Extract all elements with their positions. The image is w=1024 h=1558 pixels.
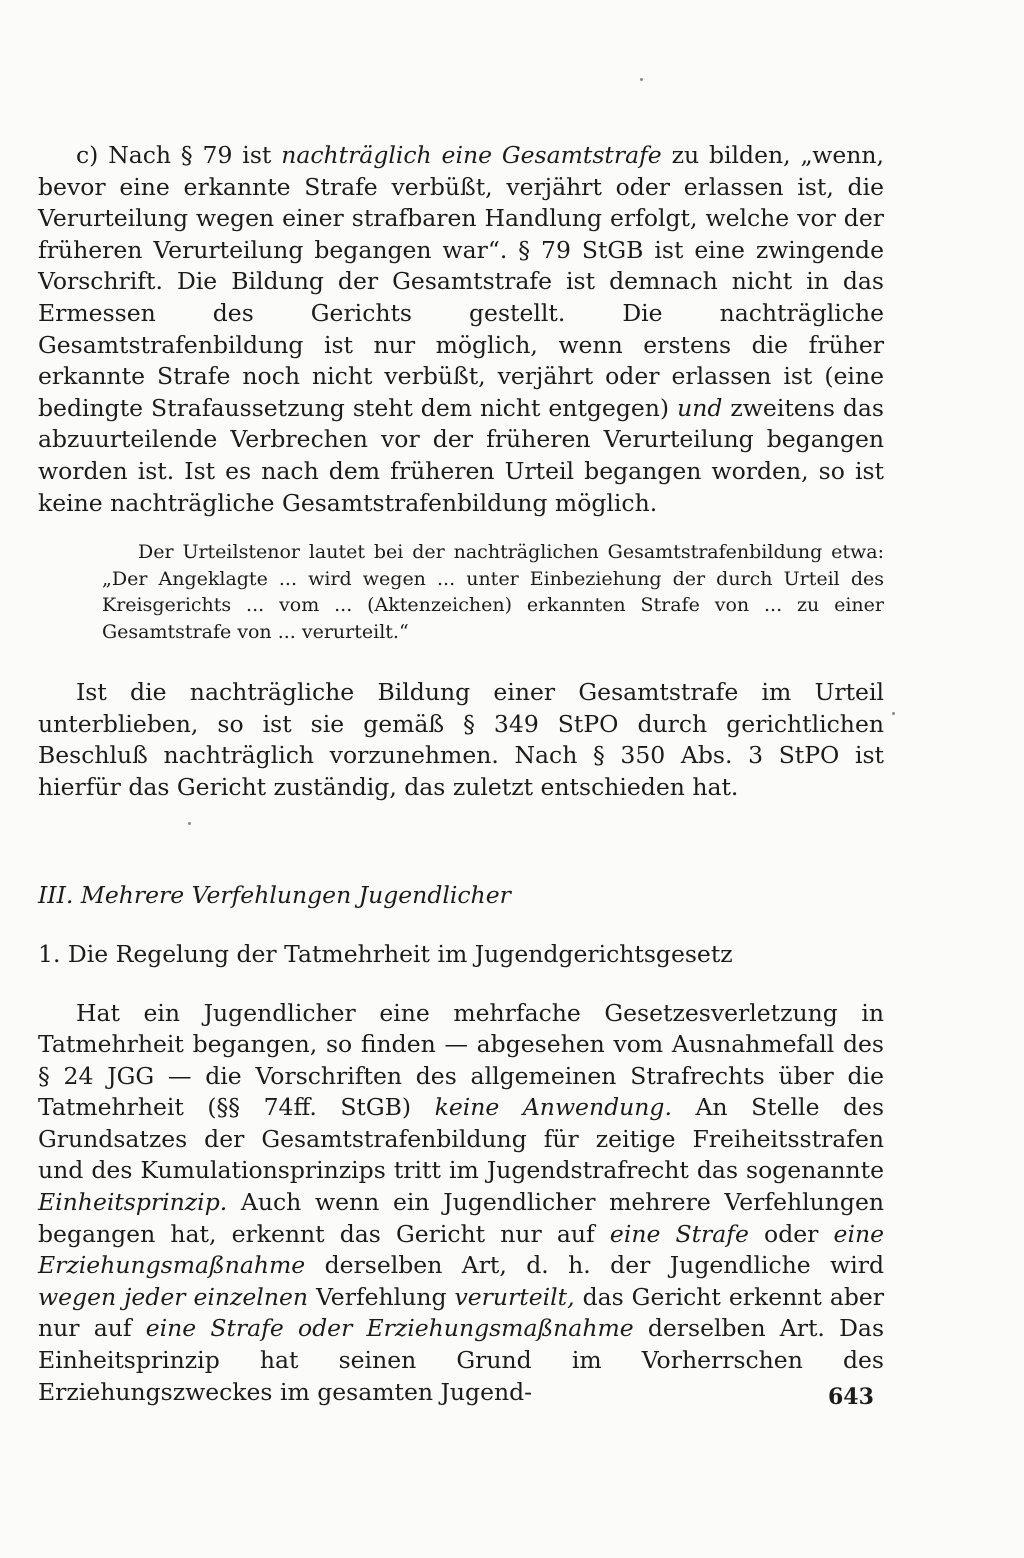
verdict-note: Der Urteilstenor lautet bei der nachträglichen Gesamtstrafenbildung etwa: „Der Angeklagte ... wird wegen ... unter Einbeziehung der durch Urteil des Kreisgerichts ... vom ... (Aktenzeichen) erkannten Strafe von ... zu einer Gesamtstrafe von ... verurteilt.“	[102, 541, 884, 643]
emphasis: und	[677, 393, 723, 422]
emphasis: nachträglich eine Gesamtstrafe	[281, 141, 662, 169]
text-run: Auch wenn ein Jugendlicher mehrere Verfehlungen begangen hat, erkennt das Gericht nur auf	[38, 1188, 884, 1248]
text-run: das Gericht erkennt aber nur auf	[38, 1282, 885, 1343]
text-run: An Stelle des Grundsatzes der Gesamtstrafenbildung für zeitige Freiheitsstrafen und des Kumulationsprinzips tritt im Jugendstrafrecht das sogenannte	[38, 1093, 885, 1185]
emphasis: eine Strafe oder Erziehungsmaßnahme	[145, 1314, 634, 1343]
paragraph-unity-principle	[38, 998, 884, 1409]
emphasis: eine Strafe	[609, 1219, 749, 1248]
text-run: zu bilden, „wenn, bevor eine erkannte Strafe verbüßt, verjährt oder erlassen ist, die Verurteilung wegen einer strafbaren Handlung erfolgt, welche vor der früheren Verurteilung begangen war“. § 79 StGB ist eine zwingende Vorschrift. Die Bildung der Gesamtstrafe ist demnach nicht in das Ermessen des Gerichts gestellt. Die nachträgliche Gesamtstrafenbildung ist nur möglich, wenn erstens die früher erkannte Strafe noch nicht verbüßt, verjährt oder erlassen ist (eine bedingte Strafaussetzung steht dem nicht entgegen)	[38, 141, 884, 422]
text-run: oder	[748, 1219, 834, 1248]
text-run: Hat ein Jugendlicher eine mehrfache Gesetzesverletzung in Tatmehrheit begangen, so finden — abgesehen vom Ausnahmefall des § 24 JGG — die Vorschriften des allgemeinen Strafrechts über die Tatmehrheit (§§ 74ff. StGB)	[38, 998, 884, 1122]
paper-speck	[640, 78, 643, 81]
page-number: 643	[828, 1384, 874, 1410]
emphasis: verurteilt,	[454, 1282, 575, 1311]
section-heading: III. Mehrere Verfehlungen Jugendlicher	[38, 880, 511, 909]
emphasis: eine Erziehungsmaßnahme	[38, 1219, 884, 1280]
page-body	[38, 140, 884, 1408]
emphasis: wegen jeder einzelnen	[38, 1282, 308, 1311]
text-run: derselben Art, d. h. der Jugendliche wird	[305, 1251, 884, 1280]
emphasis: Einheitsprinzip.	[38, 1188, 228, 1217]
text-run: zweitens das abzuurteilende Verbrechen vor der früheren Verurteilung begangen worden ist. Ist es nach dem früheren Urteil begangen worden, so ist keine nachträgliche Gesamtstrafenbildung möglich.	[38, 393, 884, 517]
subsection-heading: 1. Die Regelung der Tatmehrheit im Jugendgerichtsgesetz	[38, 939, 733, 968]
text-run: c) Nach § 79 ist	[76, 141, 282, 169]
text-run: derselben Art. Das Einheitsprinzip hat seinen Grund im Vorherrschen des Erziehungszweckes im gesamten Jugend-	[38, 1314, 884, 1406]
paper-speck	[892, 712, 895, 715]
paragraph-supplementary-decision: Ist die nachträgliche Bildung einer Gesamtstrafe im Urteil unterblieben, so ist sie gemäß § 349 StPO durch gerichtlichen Beschluß nachträglich vorzunehmen. Nach § 350 Abs. 3 StPO ist hierfür das Gericht zuständig, das zuletzt entschieden hat.	[38, 678, 884, 801]
paragraph-c	[38, 140, 884, 519]
emphasis: keine Anwendung.	[434, 1093, 672, 1122]
text-run: Verfehlung	[308, 1282, 455, 1311]
paper-speck	[188, 822, 191, 825]
